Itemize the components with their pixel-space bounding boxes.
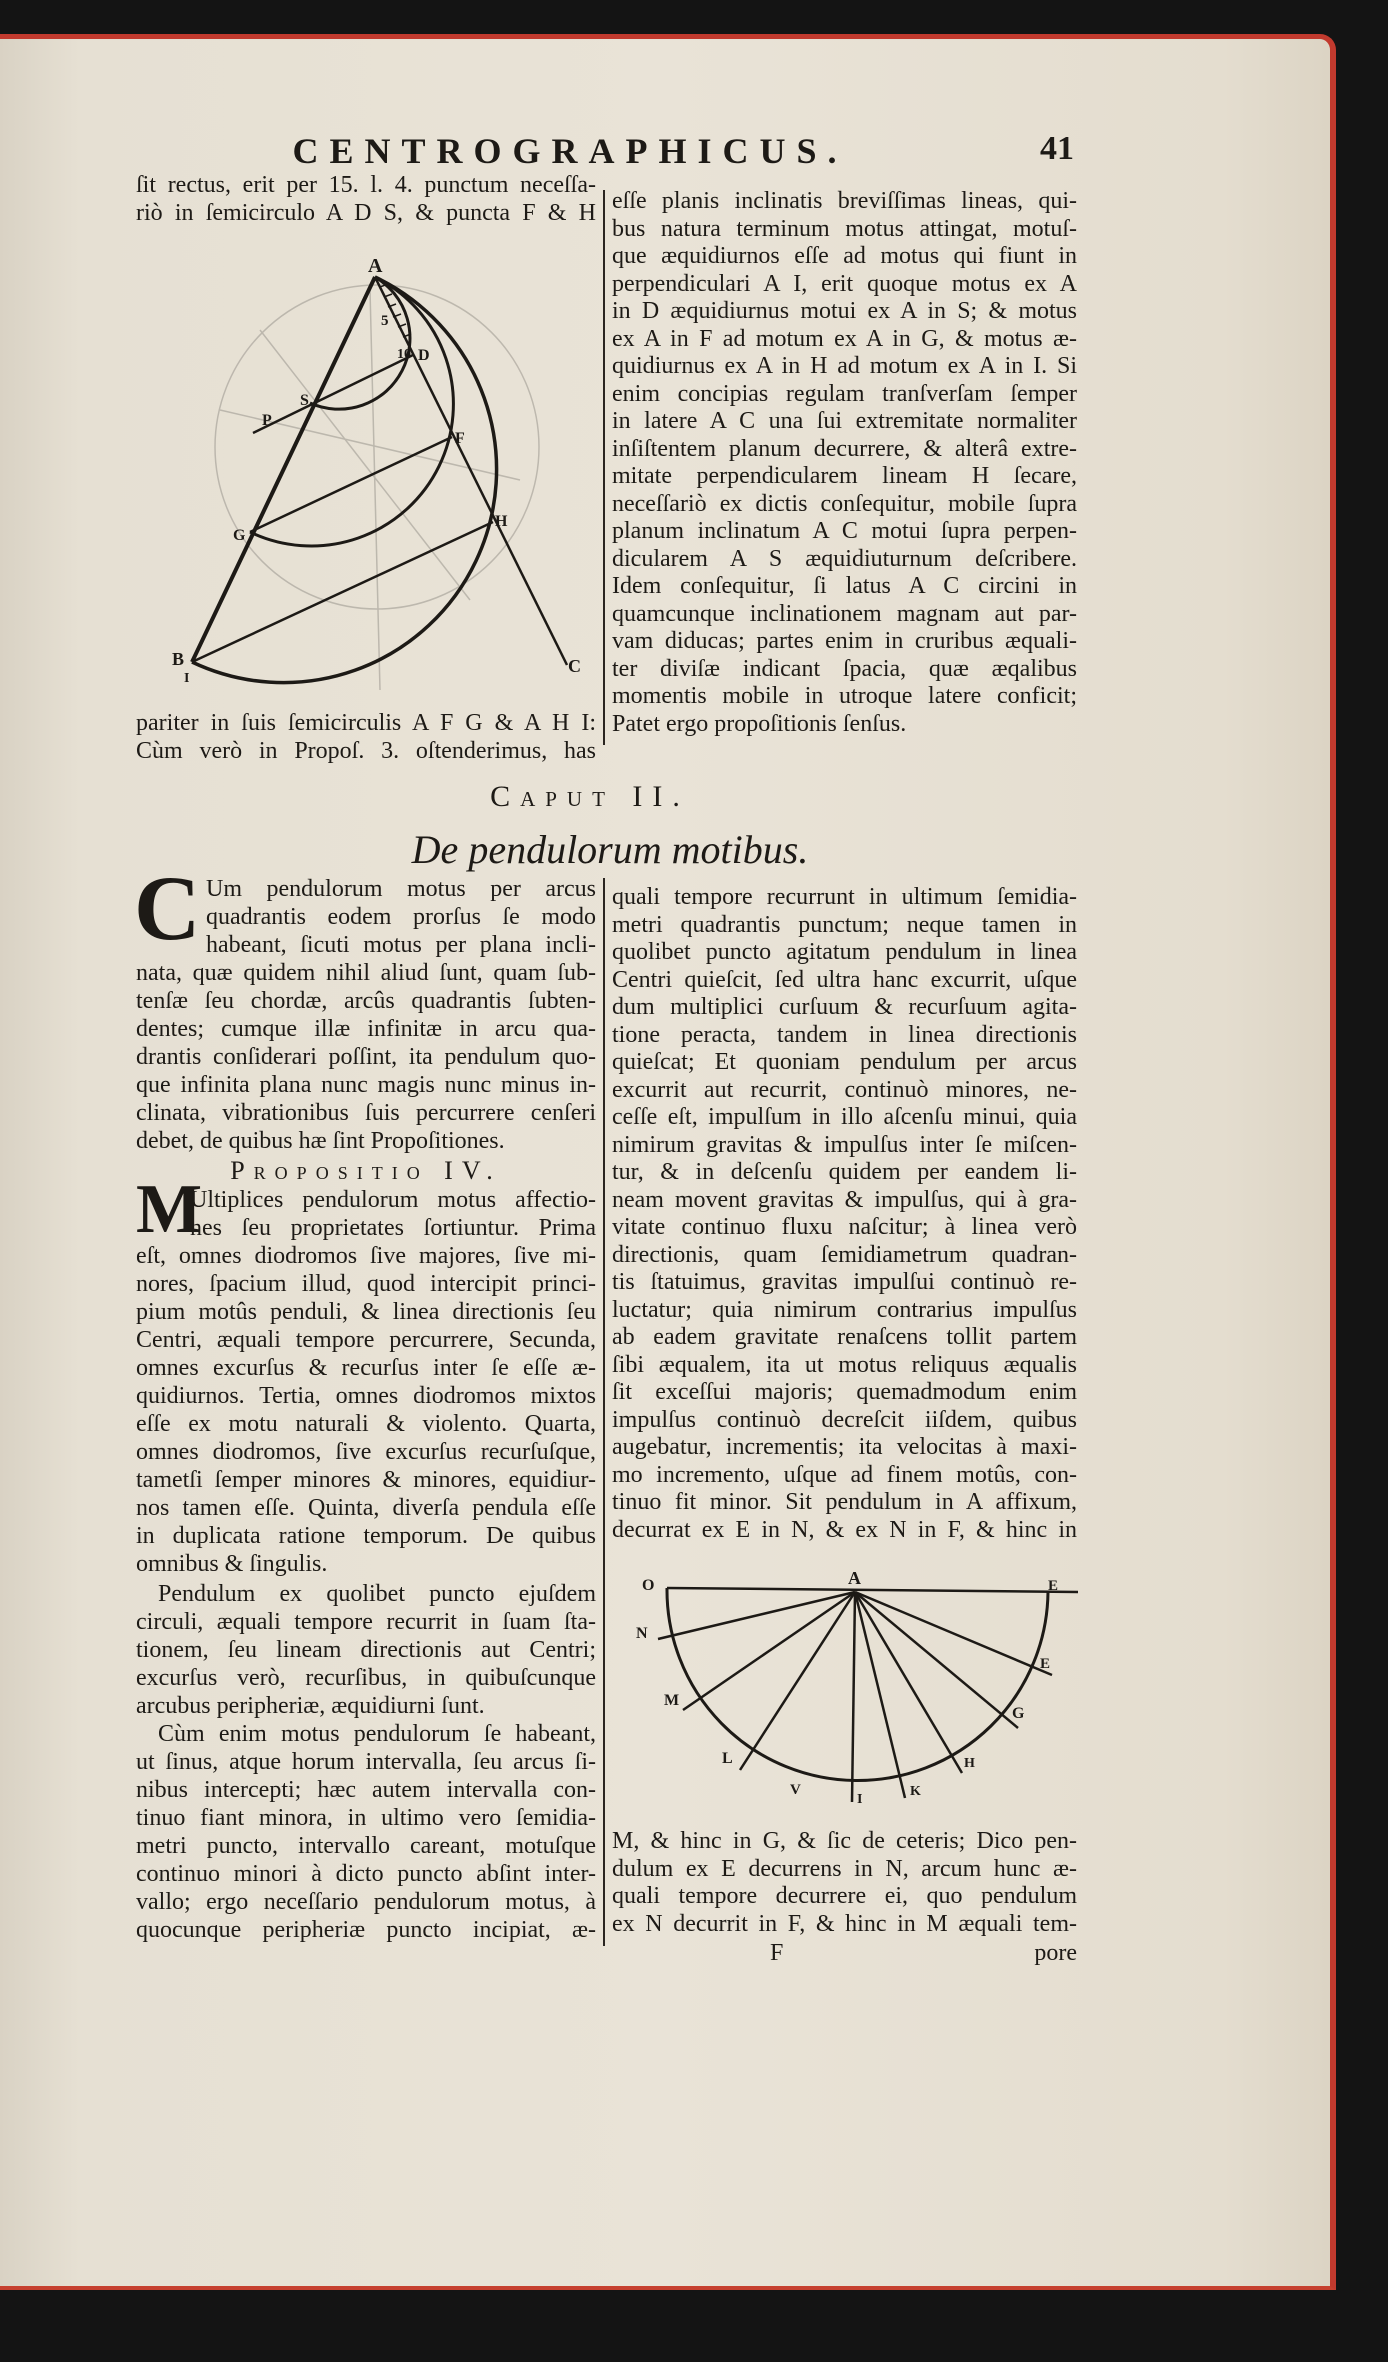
label-E: E <box>1040 1656 1051 1672</box>
text-line: ter diviſæ indicant ſpacia, quæ æqalibus <box>612 655 1077 682</box>
pendulum-figure-lines <box>658 1588 1078 1802</box>
text-line: augebatur, incrementis; ita velocitas à maxi- <box>612 1434 1077 1460</box>
text-line: tenſæ ſeu chordæ, arcûs quadrantis ſubten- <box>136 988 596 1014</box>
text-line: tur, & in deſcenſu quidem per eandem li- <box>612 1159 1077 1185</box>
text-line: ſibi æqualem, ita ut motus reliquus æqualis <box>612 1351 1077 1378</box>
text-line: tinuo fit minor. Sit pendulum in A affixum, <box>612 1489 1077 1515</box>
text-line: perpendiculari A I, erit quoque motus ex A <box>612 270 1077 297</box>
text-line: continuo minori à dicto puncto abſint inter- <box>136 1861 596 1887</box>
label-C: C <box>568 656 581 676</box>
text-line: quamcunque inclinationem magnam aut par- <box>612 600 1077 627</box>
text-line: tametſi ſemper minores & minores, equidiur- <box>136 1467 596 1493</box>
text-line: dentes; cumque illæ infinitæ in arcu qua- <box>136 1016 596 1042</box>
text-line: Idem conſequitur, ſi latus A C circini in <box>612 573 1077 599</box>
text-line: neceſſariò ex dictis conſequitur, mobile ſupra <box>612 490 1077 517</box>
drop-cap-m: M <box>136 1171 203 1248</box>
text-line: vallo; ergo neceſſario pendulorum motus, à <box>136 1889 596 1915</box>
text-line: neam movent gravitas & impulſus, qui à gra- <box>612 1186 1077 1213</box>
label-A: A <box>848 1568 861 1588</box>
text-line: inſiſtentem planum decurrere, & alterâ extre- <box>612 435 1077 462</box>
tick-label-10: 10 <box>397 347 411 362</box>
text-line: tinuo fiant minora, in ultimo vero ſemidia- <box>136 1805 596 1831</box>
text-line: omnibus & ſingulis. <box>136 1551 328 1577</box>
label-G: G <box>233 527 246 544</box>
catchword: pore <box>1034 1940 1077 1966</box>
text-line: Cùm verò in Propoſ. 3. oſtenderimus, has <box>136 738 596 764</box>
label-V: V <box>790 1782 801 1798</box>
text-line: riò in ſemicirculo A D S, & puncta F & H <box>136 200 596 226</box>
text-line: eſſe planis inclinatis breviſſimas lineas, qui- <box>612 188 1077 214</box>
text-line: nibus intercepti; hæc autem intervalla con- <box>136 1777 596 1803</box>
text-line: quadrantis eodem prorſus ſe modo <box>206 904 596 930</box>
text-line: metri quadrantis punctum; neque tamen in <box>612 911 1077 938</box>
label-K: K <box>910 1784 921 1799</box>
text-line: dicularem A S æquidiuturnum deſcribere. <box>612 545 1077 572</box>
text-line: pariter in ſuis ſemicirculis A F G & A H I: <box>136 710 596 736</box>
text-line: omnes excurſus & recurſus inter ſe eſſe æ- <box>136 1355 596 1381</box>
text-line: in duplicata ratione temporum. De quibus <box>136 1523 596 1549</box>
label-I: I <box>857 1792 863 1807</box>
text-line: ceſſe eſt, impulſum in illo aſcenſu minui, quia <box>612 1104 1077 1130</box>
label-D: D <box>418 347 430 364</box>
text-line: excurrit aut recurrit, continuò minores, ne- <box>612 1076 1077 1103</box>
text-line: que infinita plana nunc magis nunc minus in- <box>136 1072 596 1098</box>
text-line: ſit exceſſui majoris; quemadmodum enim <box>612 1379 1077 1405</box>
text-line: nos tamen eſſe. Quinta, diverſa pendula eſſe <box>136 1495 596 1521</box>
text-line: arcubus peripheriæ, æquidiurni ſunt. <box>136 1693 485 1719</box>
chapter-title: De pendulorum motibus. <box>411 827 809 872</box>
label-F: F <box>455 430 465 447</box>
page-number: 41 <box>1040 130 1074 167</box>
text-line: ex A in F ad motum ex A in G, & motus æ- <box>612 325 1077 352</box>
text-line: quali tempore recurrunt in ultimum ſemidia- <box>612 884 1077 910</box>
text-line: directionis, quam ſemidiametrum quadran- <box>612 1241 1077 1268</box>
text-line: nes ſeu proprietates ſortiuntur. Prima <box>190 1215 596 1241</box>
text-line: eſſe ex motu naturali & violento. Quarta, <box>136 1411 596 1437</box>
text-line: impulſus continuò decreſcit iiſdem, quibus <box>612 1406 1077 1433</box>
label-I: I <box>184 671 190 686</box>
text-line: tis ſtatuimus, gravitas impulſui continuò re- <box>612 1269 1077 1295</box>
text-line: quidiurnus ex A in H ad motum ex A in I. Si <box>612 353 1077 379</box>
text-line: Cùm enim motus pendulorum ſe habeant, <box>158 1721 596 1747</box>
text-line: Pendulum ex quolibet puncto ejuſdem <box>158 1581 596 1607</box>
label-L: L <box>722 1750 733 1767</box>
drop-cap-c: C <box>134 857 201 959</box>
text-line: dulum ex E decurrens in N, arcum hunc æ- <box>612 1855 1077 1882</box>
text-line: quidiurnos. Tertia, omnes diodromos mixtos <box>136 1383 596 1409</box>
text-line: vitate continuo fluxu naſcitur; à linea verò <box>612 1214 1077 1240</box>
running-title: CENTROGRAPHICUS. <box>292 131 848 171</box>
text-line: quieſcat; Et quoniam pendulum per arcus <box>612 1049 1077 1075</box>
text-line: decurrat ex E in N, & ex N in F, & hinc in <box>612 1516 1077 1543</box>
text-line: Um pendulorum motus per arcus <box>206 876 596 902</box>
text-line: debet, de quibus hæ ſint Propoſitiones. <box>136 1128 505 1154</box>
label-G: G <box>1012 1705 1025 1722</box>
text-line: mo incremento, uſque ad finem motûs, con- <box>612 1461 1077 1488</box>
text-line: tionem, ſeu lineam directionis aut Centri; <box>136 1637 596 1663</box>
label-S: S <box>300 392 309 409</box>
text-line: excurſus verò, recurſibus, in quibuſcunque <box>136 1665 596 1691</box>
text-line: in latere A C una ſui extremitate normaliter <box>612 408 1077 434</box>
text-line: quali tempore decurrere ei, quo pendulum <box>612 1883 1077 1909</box>
text-line: in D æquidiurnus motui ex A in S; & motus <box>612 298 1077 324</box>
label-O: O <box>642 1577 655 1594</box>
text-line: pium motûs penduli, & linea directionis ſeu <box>136 1299 596 1325</box>
text-line: M, & hinc in G, & ſic de ceteris; Dico pen- <box>612 1828 1077 1854</box>
proof-right-after-figure <box>612 1828 1077 1938</box>
text-line: metri puncto, intervallo careant, motuſque <box>136 1833 596 1859</box>
chapter-heading: Caput II. <box>490 780 690 813</box>
label-H: H <box>495 513 508 530</box>
text-line: clinata, vibrationibus ſuis percurrere cenſeri <box>136 1100 596 1126</box>
label-H: H <box>964 1756 975 1771</box>
text-line: eſt, omnes diodromos ſive majores, ſive mi- <box>136 1243 596 1269</box>
text-line: Ultiplices pendulorum motus affectio- <box>190 1187 596 1213</box>
text-line: circuli, æquali tempore recurrit in ſuam ſta- <box>136 1609 596 1635</box>
text-line: Patet ergo propoſitionis ſenſus. <box>612 710 907 737</box>
text-line: nata, quæ quidem nihil aliud ſunt, quam ſub- <box>136 960 596 986</box>
text-line: momentis mobile in utroque latere conficit; <box>612 683 1077 709</box>
text-line: habeant, ſicuti motus per plana incli- <box>206 932 596 958</box>
signature-mark: F <box>770 1940 784 1966</box>
label-A: A <box>368 255 383 277</box>
text-line: quolibet puncto agitatum pendulum in linea <box>612 939 1077 965</box>
text-line: ſit rectus, erit per 15. l. 4. punctum neceſſa- <box>136 172 596 198</box>
text-line: Centri, æquali tempore percurrere, Secunda, <box>136 1327 596 1353</box>
text-line: drantis conſiderari poſſint, ita pendulum quo- <box>136 1044 596 1070</box>
text-line: tione peracta, tandem in linea directionis <box>612 1021 1077 1048</box>
tick-label-5: 5 <box>381 313 389 329</box>
text-line: Centri quieſcit, ſed ultra hanc excurrit, uſque <box>612 966 1077 993</box>
text-line: nores, ſpacium illud, quod intercipit princi- <box>136 1271 596 1297</box>
text-line: ex N decurrit in F, & hinc in M æquali tem- <box>612 1910 1077 1937</box>
text-line: omnes diodromos, ſive excurſus recurſuſque, <box>136 1439 596 1465</box>
text-line: vam diducas; partes enim in cruribus æquali- <box>612 628 1077 654</box>
label-N: N <box>636 1625 648 1642</box>
label-M: M <box>664 1692 680 1709</box>
text-line: enim concipias regulam tranſverſam ſemper <box>612 380 1077 407</box>
text-line: ut ſinus, atque horum intervalla, ſeu arcus ſi- <box>136 1749 596 1775</box>
text-line: dum multiplici curſuum & recurſuum agita- <box>612 994 1077 1020</box>
label-P: P <box>262 412 272 429</box>
text-line: bus natura terminum motus attingat, motuſ- <box>612 215 1077 242</box>
label-B: B <box>172 649 185 669</box>
text-line: planum inclinatum A C motui ſupra perpen- <box>612 518 1077 544</box>
label-E-top: E <box>1048 1578 1059 1594</box>
text-line: nimirum gravitas & impulſus inter ſe miſcen- <box>612 1131 1077 1158</box>
text-line: quocunque peripheriæ puncto incipiat, æ- <box>136 1917 596 1943</box>
text-line: que æquidiurnos eſſe ad motus qui fiunt in <box>612 243 1077 269</box>
proposition-heading: Propositio IV. <box>230 1156 502 1185</box>
text-line: mitate perpendicularem lineam H ſecare, <box>612 463 1077 489</box>
text-line: ab eadem gravitate renaſcens tollit partem <box>612 1324 1077 1350</box>
text-line: luctatur; quia nimirum contrarius impulſus <box>612 1296 1077 1323</box>
